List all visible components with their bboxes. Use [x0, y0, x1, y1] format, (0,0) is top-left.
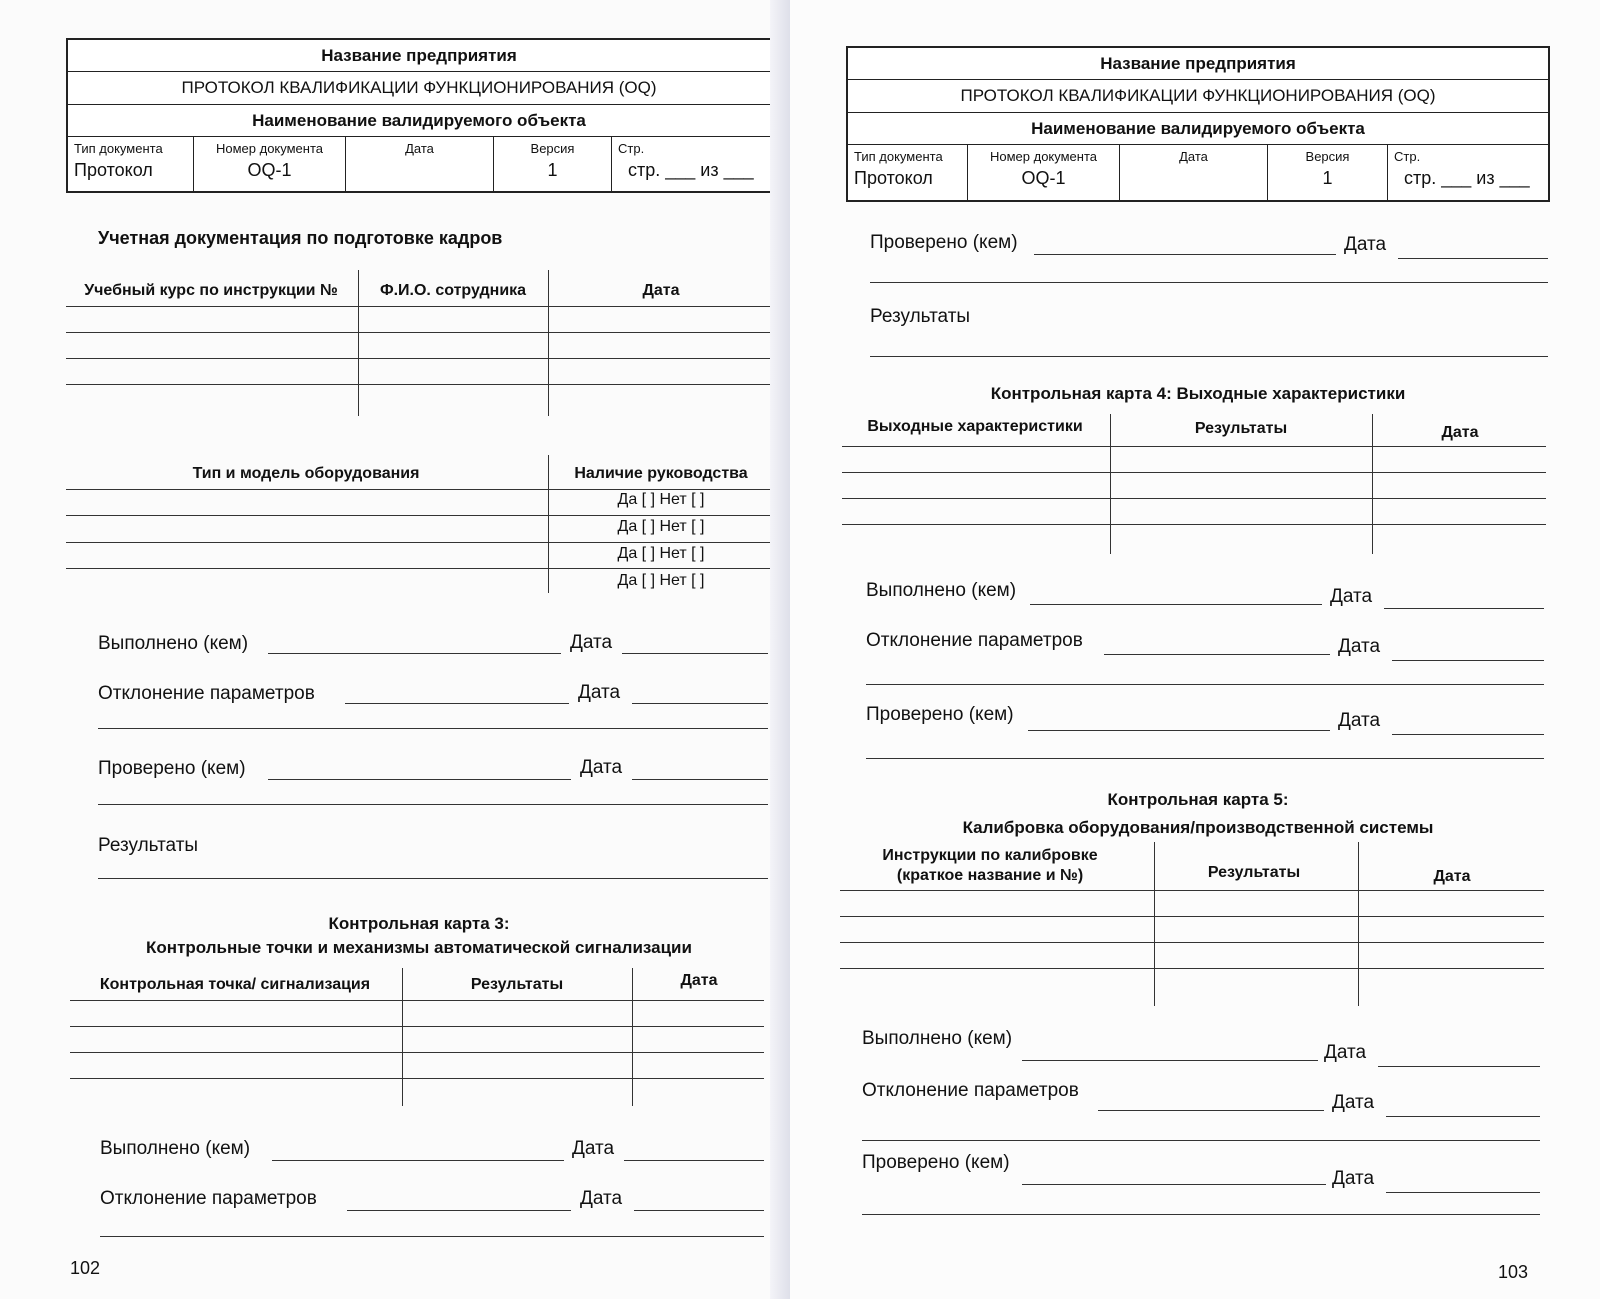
left-performed2-date-label: Дата: [572, 1138, 615, 1159]
version-cell-right: [1268, 145, 1388, 201]
page-cell-right: [1388, 145, 1548, 201]
doc-type-value-right: Протокол: [854, 168, 933, 188]
header-meta-row: [68, 137, 770, 193]
version-caption: Версия: [530, 141, 575, 156]
header-meta-row-right: [848, 145, 1548, 201]
card4-col-output: Выходные характеристики: [867, 418, 1083, 435]
card3-col-date: Дата: [680, 972, 718, 989]
doc-type-cell-right: [848, 145, 968, 201]
right-performed2-label: Выполнено (кем): [862, 1028, 1013, 1049]
page-value-right: стр. ___ из ___: [1404, 168, 1530, 188]
right-deviation2-label: Отклонение параметров: [862, 1080, 1079, 1101]
right-checked2-label: Проверено (кем): [866, 704, 1014, 725]
left-deviation-label: Отклонение параметров: [98, 683, 315, 704]
date-caption: Дата: [405, 141, 434, 156]
right-deviation-label: Отклонение параметров: [866, 630, 1083, 651]
doc-number-cell-right: [968, 145, 1120, 201]
doc-number-value: OQ-1: [247, 160, 292, 180]
manual-row-2: Да [ ] Нет [ ]: [617, 518, 705, 535]
doc-number-cell: [194, 137, 346, 193]
protocol-title: ПРОТОКОЛ КВАЛИФИКАЦИИ ФУНКЦИОНИРОВАНИЯ (OQ): [68, 72, 770, 105]
left-page-number: 102: [70, 1258, 101, 1278]
training-col-date: Дата: [642, 282, 680, 299]
protocol-title-right: ПРОТОКОЛ КВАЛИФИКАЦИИ ФУНКЦИОНИРОВАНИЯ (OQ): [848, 80, 1548, 113]
version-value: 1: [547, 160, 558, 180]
card3-col-point: Контрольная точка/ сигнализация: [99, 976, 371, 993]
doc-number-caption: Номер документа: [215, 141, 323, 156]
card5-table: [840, 842, 1544, 1012]
manual-row-1: Да [ ] Нет [ ]: [617, 491, 705, 508]
right-checked3-label: Проверено (кем): [862, 1152, 1010, 1173]
card3-table: [70, 968, 764, 1108]
validated-object-right: Наименование валидируемого объекта: [848, 113, 1548, 145]
right-performed-date-label: Дата: [1330, 586, 1373, 607]
right-performed2-date-label: Дата: [1324, 1042, 1367, 1063]
doc-type-value: Протокол: [74, 160, 153, 180]
version-value-right: 1: [1322, 168, 1333, 188]
left-page: [0, 0, 790, 1299]
card5-col-date: Дата: [1433, 868, 1471, 885]
right-header-block: [846, 46, 1550, 202]
doc-type-caption-right: Тип документа: [854, 149, 943, 164]
right-page-number: 103: [1498, 1262, 1529, 1282]
validated-object: Наименование валидируемого объекта: [68, 105, 770, 137]
right-deviation-date-label: Дата: [1338, 636, 1381, 657]
right-performed-label: Выполнено (кем): [866, 580, 1017, 601]
company-name: Название предприятия: [68, 40, 770, 72]
page-value: стр. ___ из ___: [628, 160, 754, 180]
manual-row-3: Да [ ] Нет [ ]: [617, 545, 705, 562]
right-checked2-date-label: Дата: [1338, 710, 1381, 731]
card4-table: [842, 414, 1546, 554]
card3-title-line2: Контрольные точки и механизмы автоматической сигнализации: [146, 938, 692, 957]
left-checked-label: Проверено (кем): [98, 758, 246, 779]
equipment-col-manual: Наличие руководства: [574, 465, 748, 482]
equipment-col-type: Тип и модель оборудования: [192, 465, 420, 482]
doc-type-cell: [68, 137, 194, 193]
left-deviation2-label: Отклонение параметров: [100, 1188, 317, 1209]
right-checked-date-label: Дата: [1344, 234, 1387, 255]
equipment-table: [66, 455, 772, 595]
card3-col-results: Результаты: [470, 976, 564, 993]
left-performed-date-label: Дата: [570, 632, 613, 653]
left-checked-date-label: Дата: [580, 757, 623, 778]
doc-number-value-right: OQ-1: [1021, 168, 1066, 188]
doc-type-caption: Тип документа: [74, 141, 163, 156]
date-cell-right: [1120, 145, 1268, 201]
card4-col-date: Дата: [1441, 424, 1479, 441]
date-cell: [346, 137, 494, 193]
right-deviation2-date-label: Дата: [1332, 1092, 1375, 1113]
card5-col-results: Результаты: [1207, 864, 1301, 881]
left-performed2-label: Выполнено (кем): [100, 1138, 251, 1159]
right-page: [790, 0, 1600, 1299]
card4-title: Контрольная карта 4: Выходные характеристики: [990, 384, 1406, 403]
card3-title-line1: Контрольная карта 3:: [328, 914, 510, 933]
company-name-right: Название предприятия: [848, 48, 1548, 80]
left-performed-label: Выполнено (кем): [98, 633, 249, 654]
page-cell: [612, 137, 770, 193]
left-header-block: [66, 38, 772, 193]
left-results-label: Результаты: [98, 835, 199, 856]
manual-row-4: Да [ ] Нет [ ]: [617, 572, 705, 589]
training-col-course: Учебный курс по инструкции №: [84, 282, 338, 299]
right-results-label: Результаты: [870, 306, 971, 327]
left-deviation-date-label: Дата: [578, 682, 621, 703]
right-checked-label: Проверено (кем): [870, 232, 1018, 253]
card4-col-results: Результаты: [1194, 420, 1288, 437]
date-caption-right: Дата: [1179, 149, 1208, 164]
left-deviation2-date-label: Дата: [580, 1188, 623, 1209]
page-caption: Стр.: [618, 141, 645, 156]
doc-number-caption-right: Номер документа: [989, 149, 1097, 164]
page-caption-right: Стр.: [1394, 149, 1421, 164]
training-col-name: Ф.И.О. сотрудника: [379, 282, 527, 299]
card5-title-line2: Калибровка оборудования/производственной системы: [962, 818, 1434, 837]
version-caption-right: Версия: [1305, 149, 1350, 164]
right-checked3-date-label: Дата: [1332, 1168, 1375, 1189]
card5-col-instructions: Инструкции по калибровке (краткое название и №): [882, 847, 1098, 884]
version-cell: [494, 137, 612, 193]
training-title: Учетная документация по подготовке кадров: [98, 228, 503, 248]
card5-title-line1: Контрольная карта 5:: [1107, 790, 1289, 809]
training-table: [66, 270, 772, 420]
